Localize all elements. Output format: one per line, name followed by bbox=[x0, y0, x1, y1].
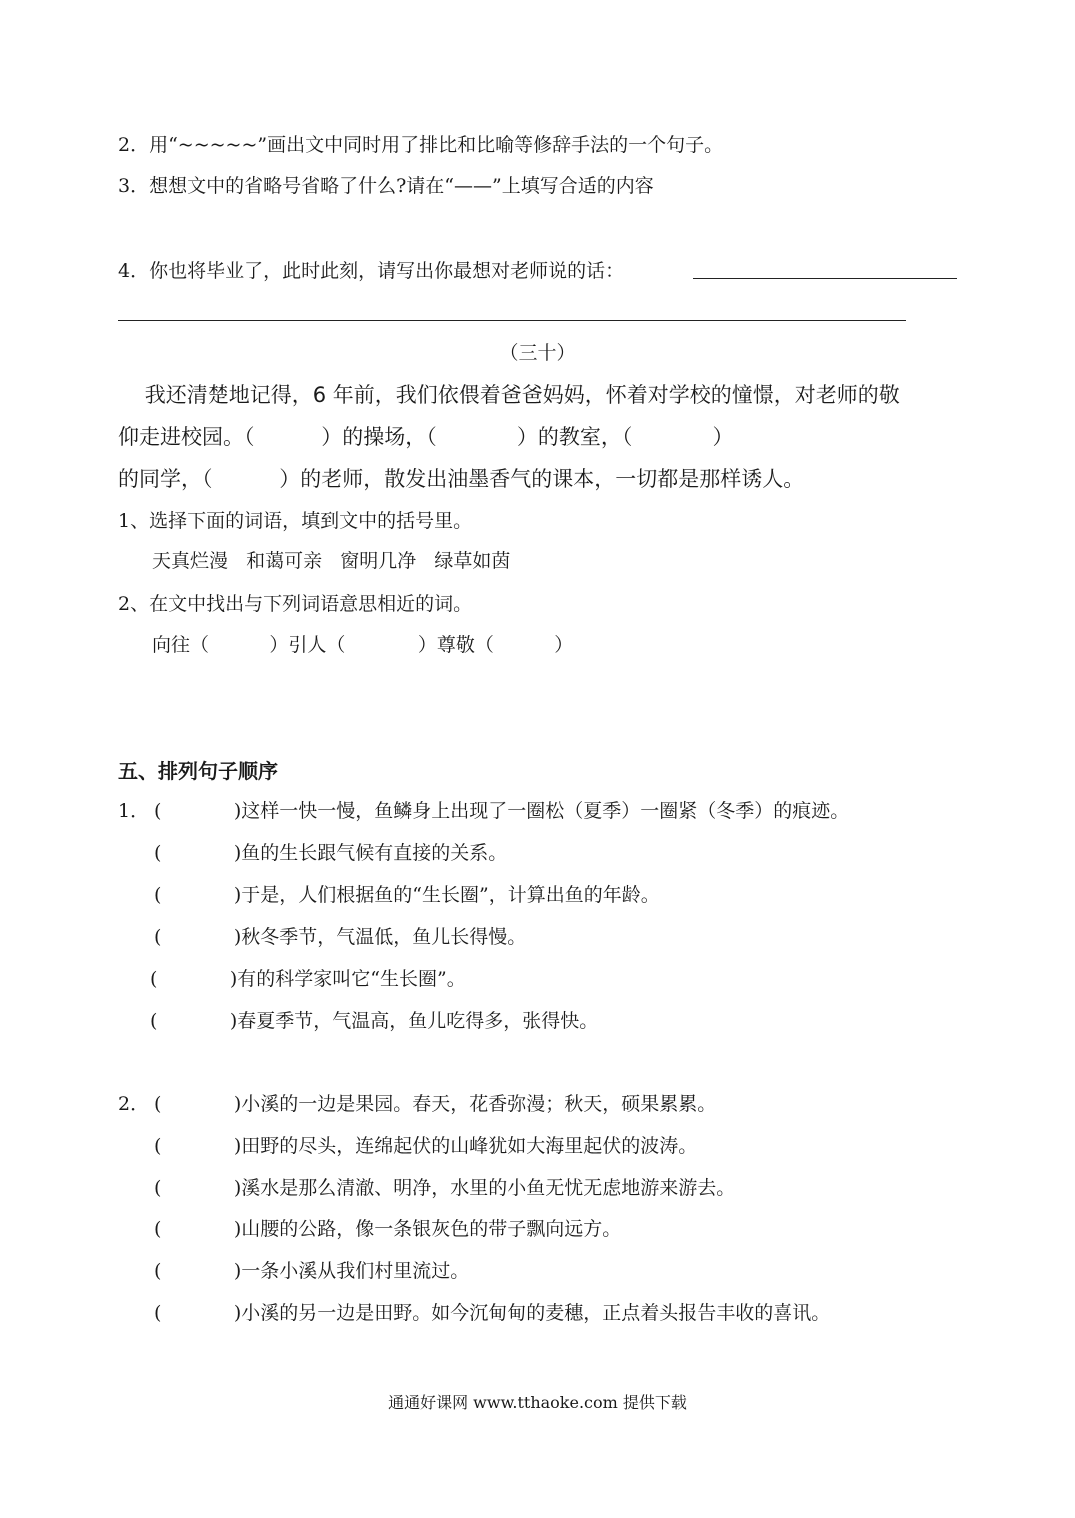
section-heading: 五、排列句子顺序 bbox=[118, 759, 278, 783]
passage-line-1: 我还清楚地记得，6 年前，我们依偎着爸爸妈妈，怀着对学校的憧憬，对老师的敬 bbox=[118, 383, 900, 407]
sentence-item[interactable]: ( )一条小溪从我们村里流过。 bbox=[154, 1260, 470, 1282]
sentence-item[interactable]: ( )有的科学家叫它“生长圈”。 bbox=[150, 968, 466, 990]
answer-line-2[interactable] bbox=[118, 320, 906, 321]
question-2-synonyms: 2、在文中找出与下列词语意思相近的词。 bbox=[118, 593, 473, 615]
question-2: 2．用“~~~~~”画出文中同时用了排比和比喻等修辞手法的一个句子。 bbox=[118, 134, 724, 156]
sentence-item[interactable]: ( )鱼的生长跟气候有直接的关系。 bbox=[154, 842, 508, 864]
passage-line-3: 的同学，（ ）的老师，散发出油墨香气的课本，一切都是那样诱人。 bbox=[118, 467, 805, 491]
passage-line-2: 仰走进校园。（ ）的操场，（ ）的教室，（ ） bbox=[118, 425, 734, 449]
sentence-item[interactable]: ( )这样一快一慢，鱼鳞身上出现了一圈松（夏季）一圈紧（冬季）的痕迹。 bbox=[154, 800, 850, 822]
answer-line-1[interactable] bbox=[693, 278, 957, 279]
question-3: 3．想想文中的省略号省略了什么?请在“——”上填写合适的内容 bbox=[118, 175, 654, 197]
sentence-item[interactable]: ( )春夏季节，气温高，鱼儿吃得多，张得快。 bbox=[150, 1010, 599, 1032]
sentence-item[interactable]: ( )小溪的另一边是田野。如今沉甸甸的麦穗，正点着头报告丰收的喜讯。 bbox=[154, 1302, 831, 1324]
page-footer: 通通好课网 www.tthaoke.com 提供下载 bbox=[388, 1393, 687, 1412]
sentence-item[interactable]: ( )溪水是那么清澈、明净，水里的小鱼无忧无虑地游来游去。 bbox=[154, 1177, 736, 1199]
sentence-item[interactable]: ( )小溪的一边是果园。春天，花香弥漫；秋天，硕果累累。 bbox=[154, 1093, 717, 1115]
word-choices: 天真烂漫 和蔼可亲 窗明几净 绿草如茵 bbox=[152, 550, 511, 572]
sentence-item[interactable]: ( )秋冬季节，气温低，鱼儿长得慢。 bbox=[154, 926, 527, 948]
question-1: 1、选择下面的词语，填到文中的括号里。 bbox=[118, 510, 473, 532]
sentence-item[interactable]: ( )田野的尽头，连绵起伏的山峰犹如大海里起伏的波涛。 bbox=[154, 1135, 698, 1157]
sentence-item[interactable]: ( )山腰的公路，像一条银灰色的带子飘向远方。 bbox=[154, 1218, 622, 1240]
group1-number: 1． bbox=[118, 800, 150, 822]
section-title: （三十） bbox=[499, 342, 576, 364]
synonym-blanks[interactable]: 向往（ ）引人（ ）尊敬（ ） bbox=[152, 634, 574, 656]
sentence-item[interactable]: ( )于是，人们根据鱼的“生长圈”，计算出鱼的年龄。 bbox=[154, 884, 660, 906]
group2-number: 2． bbox=[118, 1093, 150, 1115]
question-4: 4．你也将毕业了，此时此刻，请写出你最想对老师说的话： bbox=[118, 260, 625, 282]
